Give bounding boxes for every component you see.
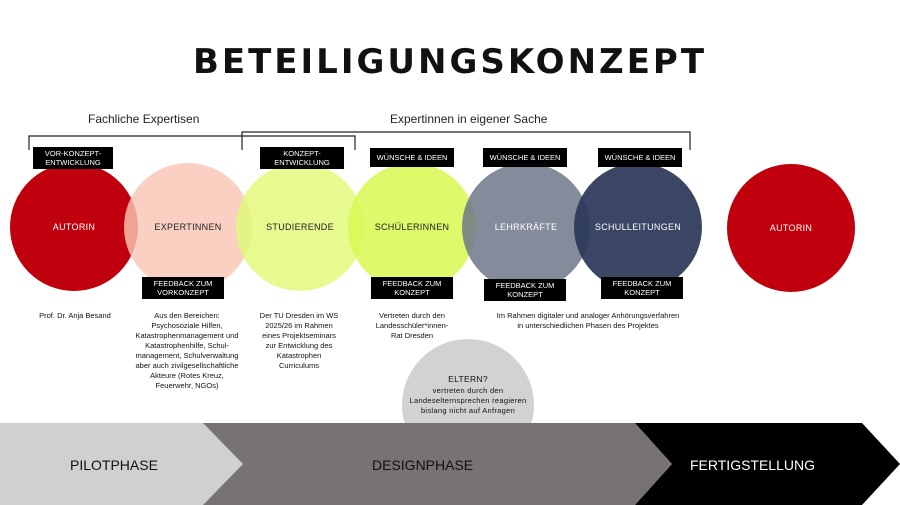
circle-autorin <box>10 163 138 291</box>
tag-line: KONZEPT- <box>283 149 321 158</box>
desc-line: Feuerwehr, NGOs) <box>155 381 219 390</box>
circle-label-expertinnen: EXPERTINNEN <box>154 222 222 232</box>
tag-line: FEEDBACK ZUM <box>382 279 442 288</box>
tag-line: VORKONZEPT <box>157 288 209 297</box>
desc-expertinnen <box>124 311 250 391</box>
desc-line: Vertreten durch den <box>379 311 445 320</box>
tag-line: KONZEPT <box>394 288 430 297</box>
tag-line: ENTWICKLUNG <box>45 158 101 167</box>
circle-studierende <box>236 163 364 291</box>
tag-feedback-konzept-schulleitungen <box>601 277 683 299</box>
circle-label-autorin-final: AUTORIN <box>769 223 813 233</box>
circle-schuelerinnen <box>348 163 476 291</box>
phase-label-pilotphase: PILOTPHASE <box>70 457 158 473</box>
eltern-text <box>410 386 527 416</box>
desc-line: Psychosoziale Hilfen, <box>151 321 223 330</box>
tag-line: KONZEPT <box>624 288 660 297</box>
desc-line: Katastrophenmanagement und <box>135 331 239 340</box>
desc-line: aber auch zivilgesellschaftliche <box>135 361 239 370</box>
tag-feedback-konzept-lehrkraefte <box>484 279 566 301</box>
phase-label-fertigstellung: FERTIGSTELLUNG <box>690 457 815 473</box>
circle-label-schuelerinnen: SCHÜLERINNEN <box>374 222 450 232</box>
circle-autorin-final <box>727 164 855 292</box>
tag-wuensche-ideen-schueler: WÜNSCHE & IDEEN <box>370 148 454 167</box>
tag-konzept-entwicklung <box>260 147 344 169</box>
desc-line: Katastrophenhilfe, Schul- <box>145 341 229 350</box>
desc-line: zur Entwicklung des <box>265 341 333 350</box>
desc-line: vertreten durch den <box>432 386 504 395</box>
desc-line: 2025/26 im Rahmen <box>265 321 333 330</box>
tag-feedback-konzept-schueler <box>371 277 453 299</box>
desc-studierende <box>246 311 352 371</box>
desc-schuelerinnen <box>356 311 468 341</box>
circle-label-lehrkraefte: LEHRKRÄFTE <box>494 222 558 232</box>
tag-vor-konzept-entwicklung <box>33 147 113 169</box>
desc-lehrkraefte-schulleitungen <box>458 311 718 331</box>
tag-wuensche-ideen-lehrkraefte: WÜNSCHE & IDEEN <box>483 148 567 167</box>
circle-label-autorin: AUTORIN <box>52 222 96 232</box>
circle-label-schulleitungen: SCHULLEITUNGEN <box>594 222 682 232</box>
eltern-title: ELTERN? <box>448 374 488 384</box>
group-label-fachliche-expertisen: Fachliche Expertisen <box>88 112 200 126</box>
tag-wuensche-ideen-schulleitungen: WÜNSCHE & IDEEN <box>598 148 682 167</box>
tag-line: KONZEPT <box>507 290 543 299</box>
desc-line: in unterschiedlichen Phasen des Projektes <box>517 321 659 330</box>
page-title: BETEILIGUNGSKONZEPT <box>192 42 708 82</box>
group-label-expertinnen-eigene-sache: Expertinnen in eigener Sache <box>390 112 548 126</box>
desc-line: Curriculums <box>278 361 319 370</box>
tag-line: FEEDBACK ZUM <box>495 281 555 290</box>
tag-line: VOR-KONZEPT- <box>44 149 102 158</box>
desc-line: Akteure (Rotes Kreuz, <box>150 371 224 380</box>
desc-autorin: Prof. Dr. Anja Besand <box>39 311 111 320</box>
tag-feedback-vorkonzept <box>142 277 224 299</box>
desc-line: management, Schulverwaltung <box>135 351 239 360</box>
circle-label-studierende: STUDIERENDE <box>266 222 334 232</box>
circle-lehrkraefte <box>462 163 590 291</box>
desc-line: Aus den Bereichen: <box>154 311 220 320</box>
circle-expertinnen <box>124 163 252 291</box>
desc-line: eines Projektseminars <box>262 331 336 340</box>
desc-line: Landeselternsprechen reagieren <box>409 396 527 405</box>
desc-line: bislang nicht auf Anfragen <box>420 406 516 415</box>
desc-line: Katastrophen <box>276 351 322 360</box>
desc-line: Der TU Dresden im WS <box>259 311 339 320</box>
desc-line: Rat Dresden <box>390 331 434 340</box>
desc-line: Landesschüler*innen- <box>375 321 449 330</box>
circle-schulleitungen <box>574 163 702 291</box>
phase-label-designphase: DESIGNPHASE <box>372 457 474 473</box>
tag-line: FEEDBACK ZUM <box>153 279 213 288</box>
desc-line: Im Rahmen digitaler und analoger Anhörungsverfahren <box>496 311 680 320</box>
tag-line: ENTWICKLUNG <box>274 158 330 167</box>
tag-line: FEEDBACK ZUM <box>612 279 672 288</box>
